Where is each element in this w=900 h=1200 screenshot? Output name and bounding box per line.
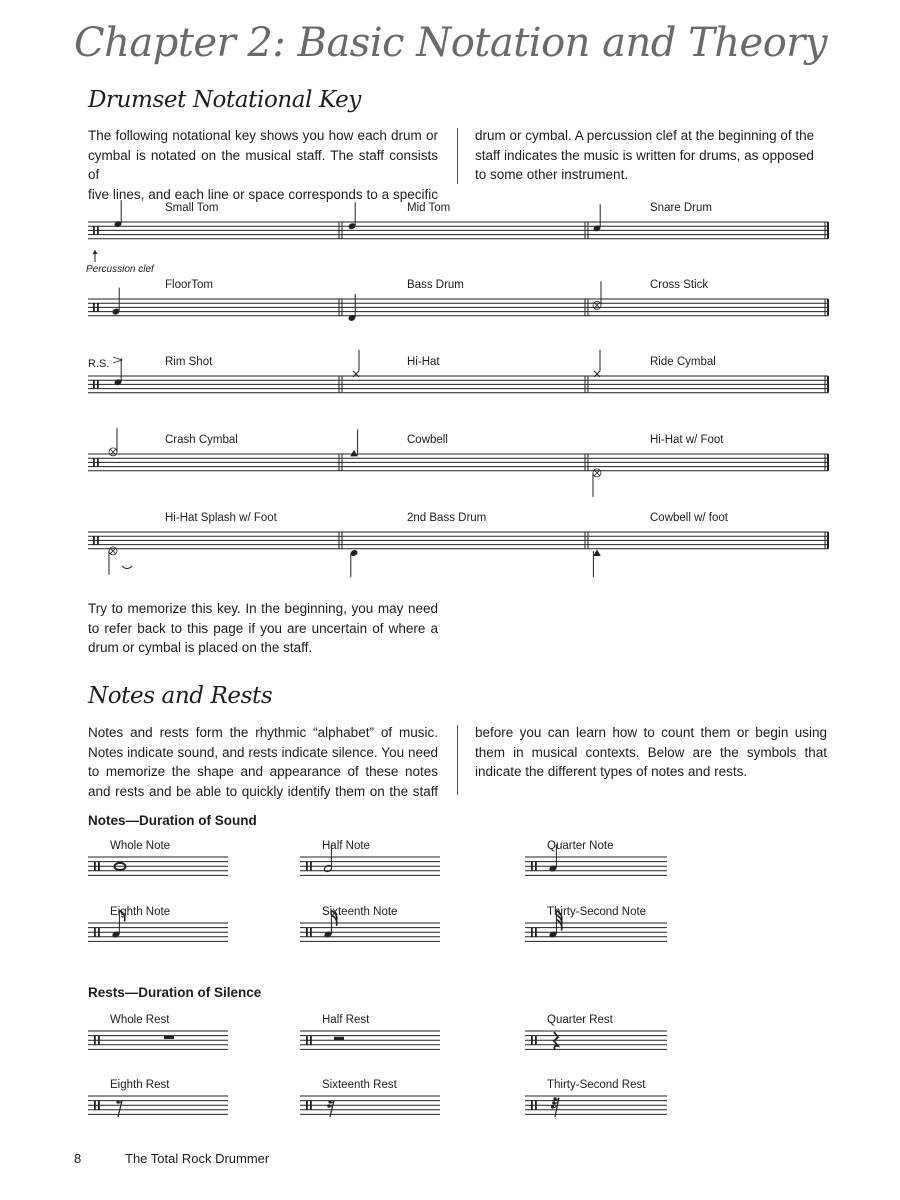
text-line: indicate the different types of notes and rests. bbox=[475, 764, 748, 779]
text-line: before you can learn how to count them or begin using bbox=[475, 725, 827, 740]
percussion-clef bbox=[97, 226, 99, 234]
percussion-clef bbox=[98, 1101, 100, 1110]
notes-rests-staves bbox=[0, 835, 900, 1135]
section-title-notational-key: Drumset Notational Key bbox=[88, 87, 361, 113]
symbol-label: Eighth Rest bbox=[110, 1079, 170, 1091]
instrument-label: 2nd Bass Drum bbox=[407, 512, 487, 524]
text-line: Notes indicate sound, and rests indicate silence. You need bbox=[88, 744, 438, 760]
percussion-clef bbox=[535, 862, 537, 871]
intro-column-2 bbox=[475, 126, 827, 185]
text-line: Try to memorize this key. In the beginning, you may need bbox=[88, 601, 438, 616]
accent-mark bbox=[113, 357, 122, 363]
percussion-clef bbox=[94, 862, 96, 871]
memorize-paragraph bbox=[88, 599, 438, 658]
rests-heading: Rests—Duration of Silence bbox=[88, 985, 262, 1000]
column-divider bbox=[457, 725, 458, 795]
cowbell-note bbox=[350, 450, 358, 457]
clef-arrowhead bbox=[93, 250, 98, 254]
instrument-label: Hi-Hat Splash w/ Foot bbox=[165, 512, 277, 524]
cowbell-foot-note bbox=[593, 550, 601, 557]
chapter-title: Chapter 2: Basic Notation and Theory bbox=[74, 20, 827, 66]
instrument-label: Hi-Hat w/ Foot bbox=[650, 434, 724, 446]
percussion-clef bbox=[97, 303, 99, 311]
percussion-clef bbox=[535, 1036, 537, 1045]
symbol-label: Thirty-Second Note bbox=[547, 906, 647, 918]
percussion-clef bbox=[97, 380, 99, 388]
percussion-clef bbox=[310, 1036, 312, 1045]
percussion-clef bbox=[98, 1036, 100, 1045]
symbol-label: Half Note bbox=[322, 840, 370, 852]
percussion-clef bbox=[94, 928, 96, 937]
text-line: and rests and be able to quickly identify them on the staff bbox=[88, 783, 438, 799]
percussion-clef bbox=[93, 226, 95, 234]
instrument-label: Small Tom bbox=[165, 202, 219, 214]
instrument-label: Cowbell bbox=[407, 434, 448, 446]
book-title: The Total Rock Drummer bbox=[125, 1151, 270, 1166]
percussion-clef bbox=[306, 1036, 308, 1045]
text-line: to some other instrument. bbox=[475, 167, 629, 182]
symbol-label: Quarter Rest bbox=[547, 1014, 613, 1026]
half-rest-symbol bbox=[334, 1037, 344, 1040]
text-line: staff indicates the music is written for drums, as opposed bbox=[475, 147, 814, 163]
percussion-clef bbox=[531, 1036, 533, 1045]
percussion-clef bbox=[93, 536, 95, 544]
text-line: five lines, and each line or space corresponds to a specific bbox=[88, 186, 438, 202]
section-title-notes-rests: Notes and Rests bbox=[88, 683, 273, 709]
symbol-label: Whole Rest bbox=[110, 1014, 170, 1026]
page-number: 8 bbox=[74, 1151, 82, 1166]
instrument-label: FloorTom bbox=[165, 279, 213, 291]
text-line: drum or cymbal is placed on the staff. bbox=[88, 640, 313, 655]
notes-heading: Notes—Duration of Sound bbox=[88, 813, 257, 828]
instrument-label: Snare Drum bbox=[650, 202, 712, 214]
percussion-clef bbox=[531, 928, 533, 937]
symbol-label: Thirty-Second Rest bbox=[547, 1079, 646, 1091]
quarter-rest-symbol bbox=[554, 1032, 558, 1050]
percussion-clef bbox=[98, 862, 100, 871]
instrument-label: Rim Shot bbox=[165, 356, 213, 368]
instrument-label: Crash Cymbal bbox=[165, 434, 238, 446]
percussion-clef bbox=[535, 1101, 537, 1110]
percussion-clef bbox=[535, 928, 537, 937]
percussion-clef bbox=[531, 862, 533, 871]
notational-key-staves bbox=[0, 190, 900, 595]
text-line: them in musical contexts. Below are the symbols that bbox=[475, 744, 827, 760]
percussion-clef bbox=[306, 928, 308, 937]
percussion-clef bbox=[306, 862, 308, 871]
percussion-clef bbox=[97, 458, 99, 466]
whole-rest-symbol bbox=[164, 1036, 174, 1039]
notes-column-2 bbox=[475, 723, 827, 782]
text-line: The following notational key shows you how each drum or bbox=[88, 128, 438, 143]
percussion-clef bbox=[310, 928, 312, 937]
notes-column-1 bbox=[88, 723, 438, 801]
percussion-clef bbox=[93, 380, 95, 388]
percussion-clef bbox=[310, 862, 312, 871]
text-line: drum or cymbal. A percussion clef at the beginning of the bbox=[475, 128, 815, 143]
text-line: to refer back to this page if you are uncertain of where a bbox=[88, 620, 438, 636]
percussion-clef bbox=[93, 303, 95, 311]
percussion-clef bbox=[98, 928, 100, 937]
percussion-clef bbox=[310, 1101, 312, 1110]
symbol-label: Sixteenth Note bbox=[322, 906, 398, 918]
text-line: Notes and rests form the rhythmic “alphabet” of music. bbox=[88, 725, 438, 740]
symbol-label: Sixteenth Rest bbox=[322, 1079, 397, 1091]
column-divider bbox=[457, 128, 458, 184]
instrument-label: Ride Cymbal bbox=[650, 356, 716, 368]
symbol-label: Eighth Note bbox=[110, 906, 171, 918]
instrument-label: Cowbell w/ foot bbox=[650, 512, 728, 524]
instrument-label: Mid Tom bbox=[407, 202, 451, 214]
instrument-label: Hi-Hat bbox=[407, 356, 440, 368]
percussion-clef bbox=[97, 536, 99, 544]
rim-shot-label: R.S. bbox=[88, 358, 110, 370]
text-line: cymbal is notated on the musical staff. The staff consists of bbox=[88, 147, 438, 182]
percussion-clef bbox=[531, 1101, 533, 1110]
symbol-label: Quarter Note bbox=[547, 840, 614, 852]
percussion-clef bbox=[94, 1036, 96, 1045]
percussion-clef bbox=[306, 1101, 308, 1110]
symbol-label: Half Rest bbox=[322, 1014, 370, 1026]
text-line: to memorize the shape and appearance of these notes bbox=[88, 764, 438, 779]
percussion-clef bbox=[94, 1101, 96, 1110]
symbol-label: Whole Note bbox=[110, 840, 171, 852]
instrument-label: Cross Stick bbox=[650, 279, 709, 291]
tie-mark bbox=[122, 566, 132, 569]
instrument-label: Bass Drum bbox=[407, 279, 464, 291]
percussion-clef-caption: Percussion clef bbox=[86, 264, 154, 275]
percussion-clef bbox=[93, 458, 95, 466]
